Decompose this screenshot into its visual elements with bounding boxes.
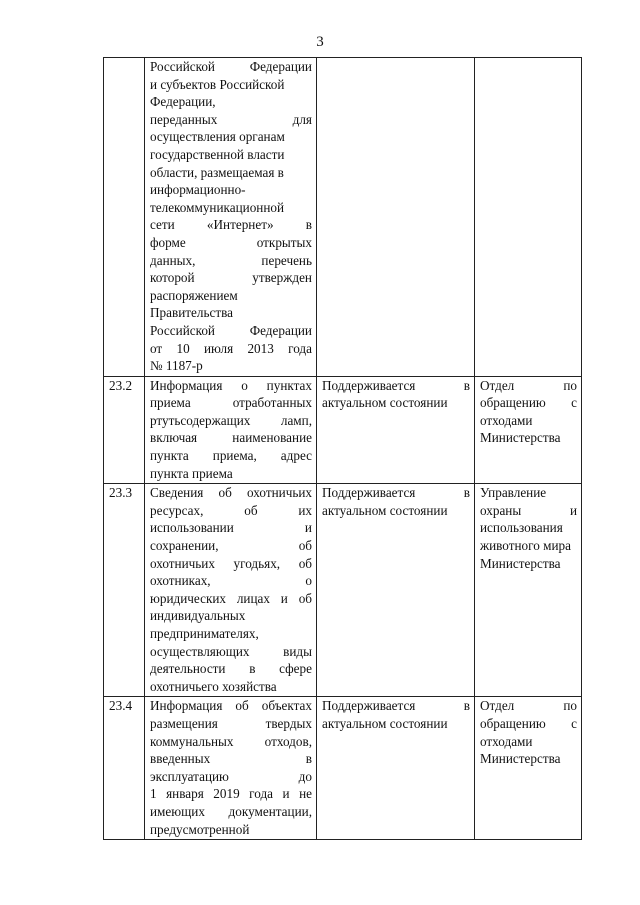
text-line: размещения твердых <box>150 715 312 731</box>
text-line: приема отработанных <box>150 395 312 411</box>
text-line: охотничьих угодьях, об <box>150 555 312 571</box>
text-line: Министерства <box>480 555 561 571</box>
text-line: осуществления органам <box>150 129 285 145</box>
row-number-cell <box>104 484 145 697</box>
text-line: обращению с <box>480 715 577 731</box>
text-line: деятельности в сфере <box>150 661 312 677</box>
text-line: переданных для <box>150 111 312 127</box>
text-line: Информация о пунктах <box>150 377 312 393</box>
text-line: актуальном состоянии <box>322 502 448 518</box>
text-line: актуальном состоянии <box>322 395 448 411</box>
text-line: имеющих документации, <box>150 803 312 819</box>
table-row <box>104 697 582 840</box>
row-number-cell <box>104 697 145 840</box>
text-line: обращению с <box>480 395 577 411</box>
text-line: телекоммуникационной <box>150 199 285 215</box>
text-line: включая наименование <box>150 430 312 446</box>
text-line: пункта приема, адрес <box>150 448 312 464</box>
text-line: эксплуатацию до <box>150 768 312 784</box>
text-line: государственной власти <box>150 146 285 162</box>
text-line: Отдел по <box>480 377 577 393</box>
responsible-cell <box>475 376 582 484</box>
text-line: Управление <box>480 485 547 501</box>
text-line: использовании и <box>150 520 312 536</box>
text-line: отходами <box>480 412 533 428</box>
text-line: № 1187-р <box>150 358 203 374</box>
text-line: Российской Федерации <box>150 59 312 74</box>
text-line: пункта приема <box>150 465 233 481</box>
text-line: Сведения об охотничьих <box>150 485 312 501</box>
status-cell <box>317 484 475 697</box>
text-line: Поддерживается в <box>322 485 470 501</box>
text-line: юридических лицах и об <box>150 590 312 606</box>
text-line: и субъектов Российской <box>150 76 285 92</box>
row-number: 23.3 <box>109 485 133 501</box>
text-line: Информация об объектах <box>150 698 312 714</box>
text-line: Правительства <box>150 305 233 321</box>
text-line: Поддерживается в <box>322 698 470 714</box>
info-cell <box>145 58 317 377</box>
text-line: информационно- <box>150 182 246 198</box>
page-number: 3 <box>316 34 324 50</box>
text-line: 1 января 2019 года и не <box>150 786 312 802</box>
text-line: Поддерживается в <box>322 377 470 393</box>
row-number-cell <box>104 58 145 377</box>
row-number: 23.2 <box>109 377 133 393</box>
text-line: осуществляющих виды <box>150 643 312 659</box>
text-line: отходами <box>480 733 533 749</box>
responsible-cell <box>475 484 582 697</box>
text-line: Отдел по <box>480 698 577 714</box>
responsible-cell <box>475 58 582 377</box>
table-body <box>104 58 582 840</box>
text-line: форме открытых <box>150 234 312 250</box>
text-line: коммунальных отходов, <box>150 733 312 749</box>
info-cell <box>145 376 317 484</box>
row-number-cell <box>104 376 145 484</box>
text-line: предпринимателях, <box>150 626 259 641</box>
text-line: ресурсах, об их <box>150 502 312 518</box>
text-line: сети «Интернет» в <box>150 217 312 233</box>
text-line: которой утвержден <box>150 270 312 286</box>
text-line: введенных в <box>150 751 312 767</box>
text-line: ртутьсодержащих ламп, <box>150 412 312 428</box>
text-line: охотничьего хозяйства <box>150 678 277 694</box>
table-row <box>104 376 582 484</box>
table-row <box>104 58 582 377</box>
table-row <box>104 484 582 697</box>
text-line: актуальном состоянии <box>322 715 448 731</box>
text-line: Федерации, <box>150 94 216 110</box>
text-line: данных, перечень <box>150 252 312 268</box>
row-number: 23.4 <box>109 698 133 714</box>
status-cell <box>317 58 475 377</box>
status-cell <box>317 697 475 840</box>
info-cell <box>145 484 317 697</box>
status-cell <box>317 376 475 484</box>
text-line: индивидуальных <box>150 608 246 624</box>
text-line: распоряжением <box>150 287 238 303</box>
text-line: области, размещаемая в <box>150 164 284 180</box>
text-line: Российской Федерации <box>150 322 312 338</box>
text-line: охраны и <box>480 502 577 518</box>
responsible-cell <box>475 697 582 840</box>
text-line: Министерства <box>480 430 561 446</box>
info-cell <box>145 697 317 840</box>
text-line: использования <box>480 520 563 536</box>
text-line: предусмотренной <box>150 821 250 837</box>
document-table <box>103 57 582 840</box>
text-line: охотниках, о <box>150 573 312 589</box>
text-line: Министерства <box>480 751 561 767</box>
text-line: животного мира <box>480 538 571 554</box>
text-line: сохранении, об <box>150 538 312 554</box>
text-line: от 10 июля 2013 года <box>150 340 312 356</box>
